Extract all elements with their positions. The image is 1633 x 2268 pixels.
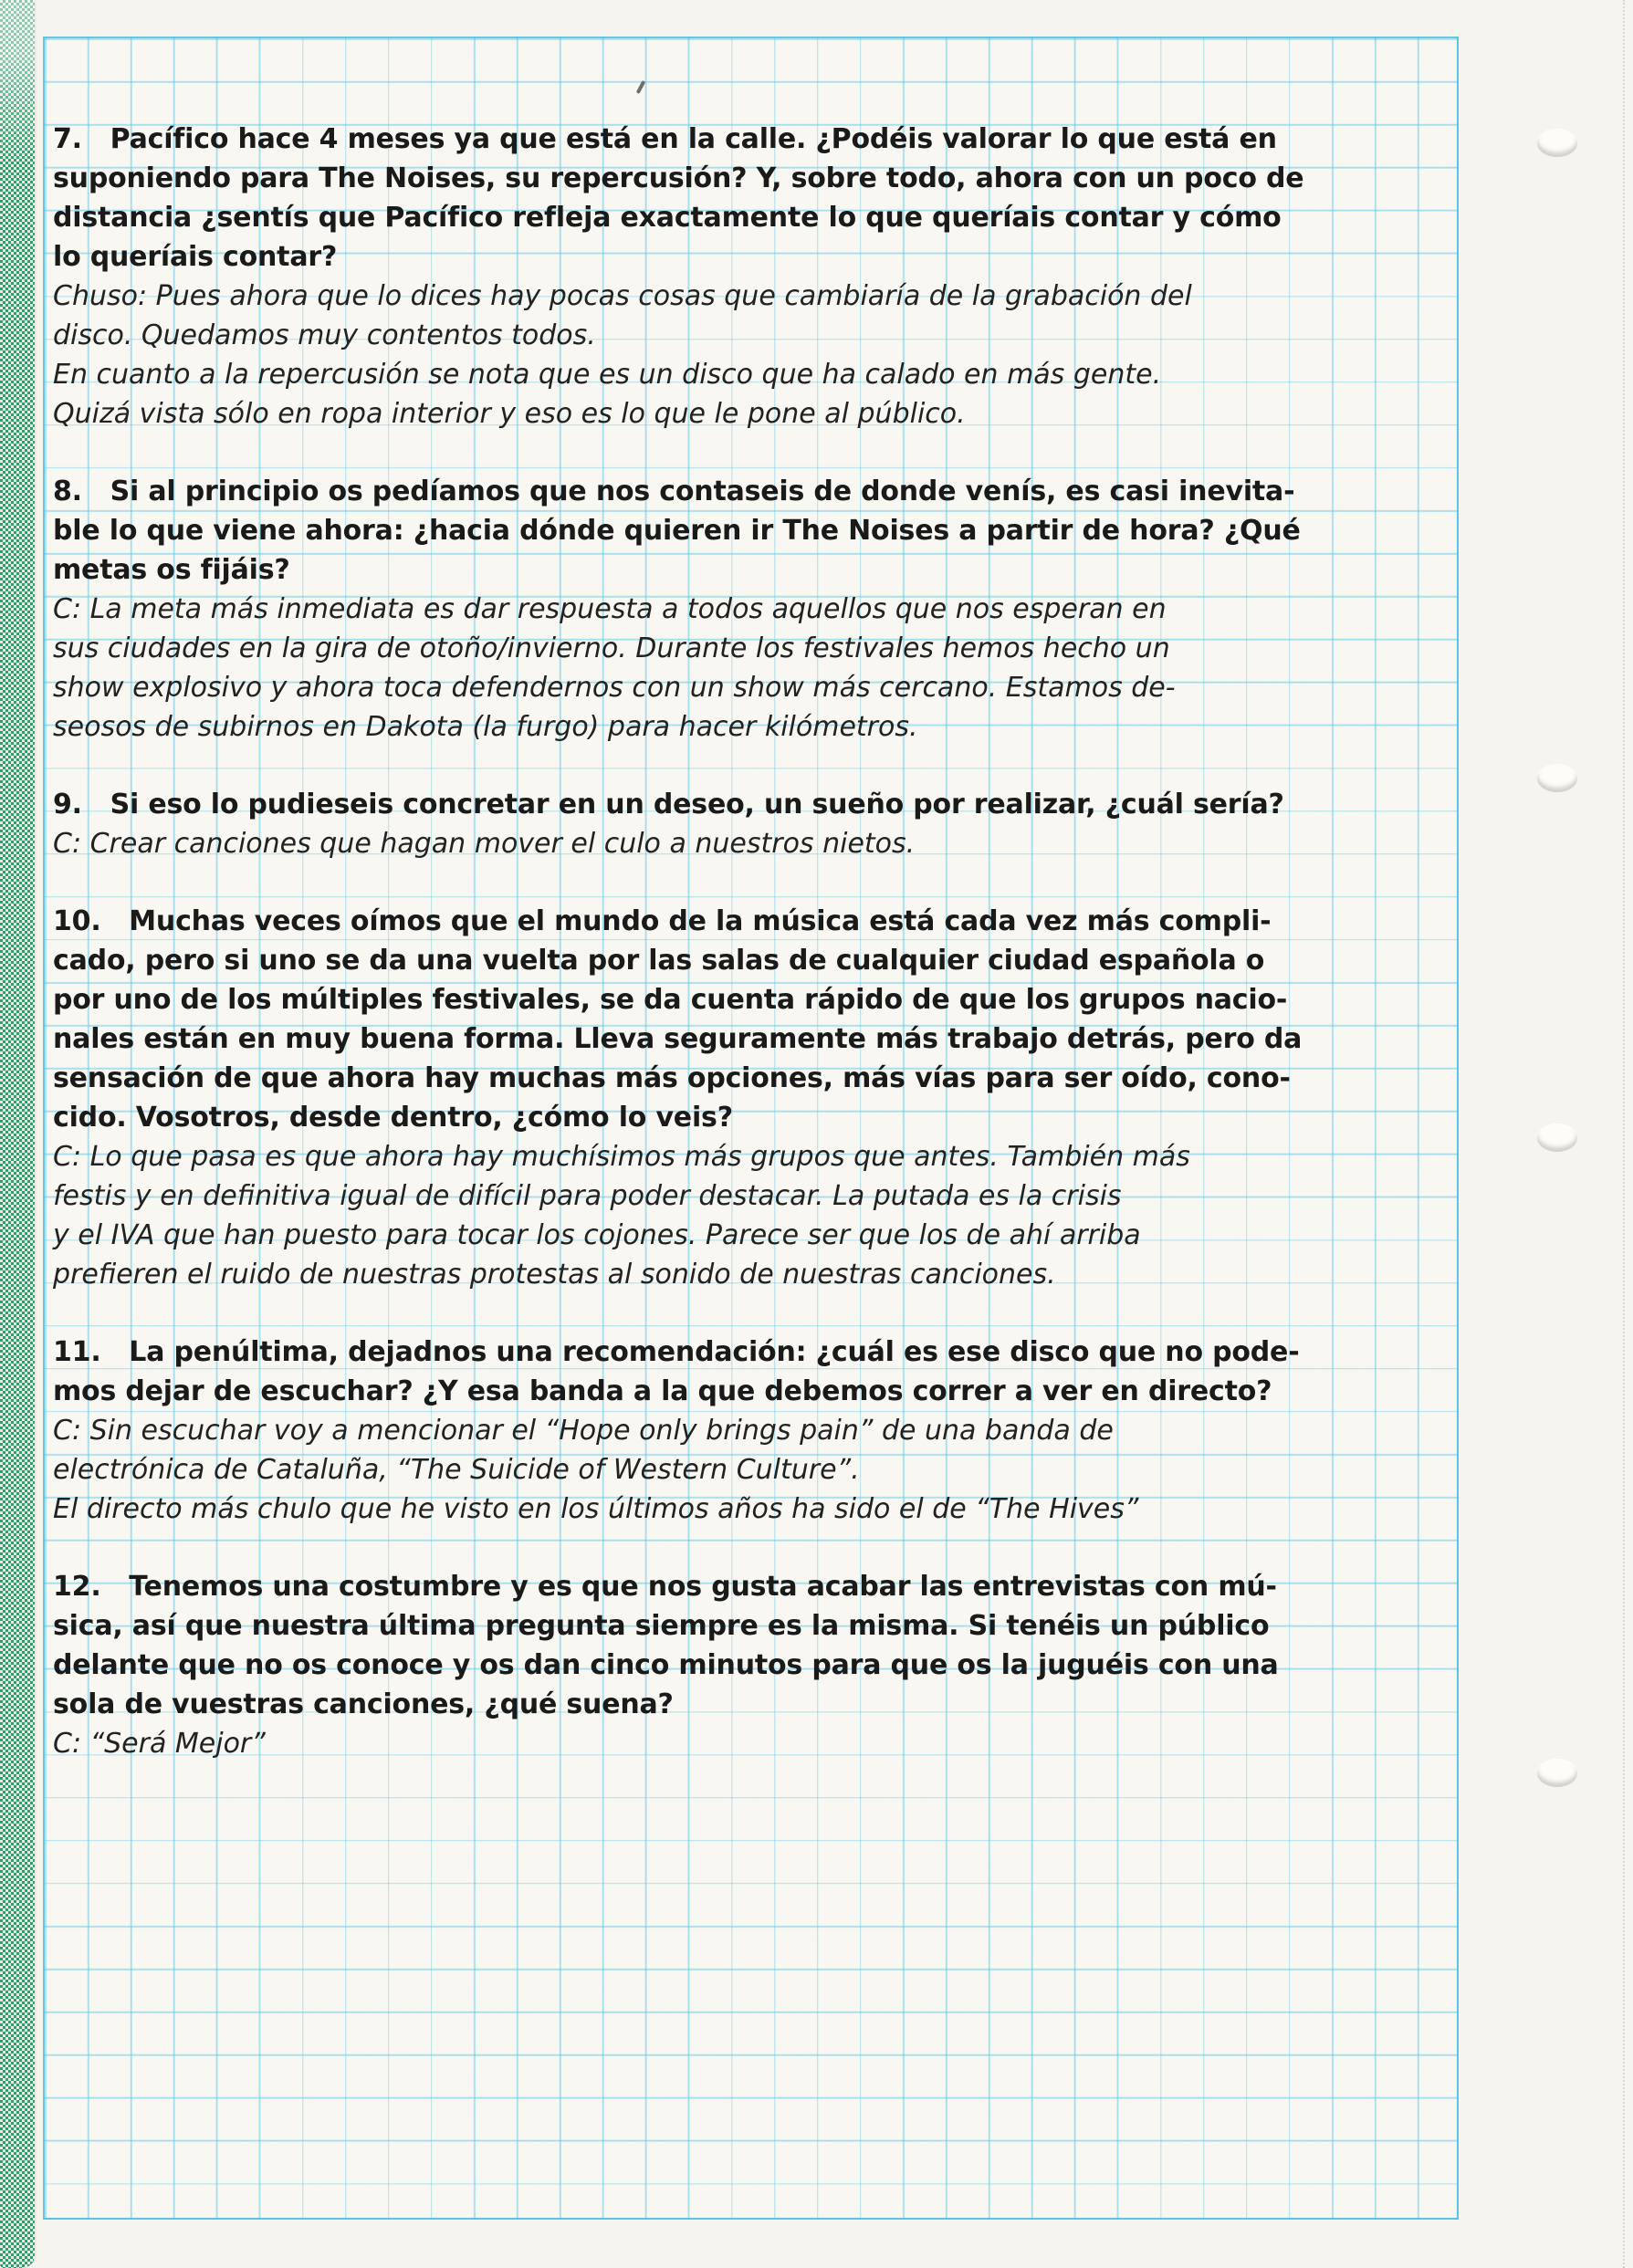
answer-paragraph [53,590,1422,747]
question-paragraph [53,472,1422,590]
punch-hole-mark [1537,765,1577,792]
question-paragraph [53,1333,1422,1411]
question-line: sola de vuestras canciones, ¿qué suena? [53,1688,674,1720]
question-line: distancia ¿sentís que Pacífico refleja exactamente lo que queríais contar y cómo [53,202,1282,234]
question-line: 11. La penúltima, dejadnos una recomendación: ¿cuál es ese disco que no pode- [53,1336,1300,1368]
question-line: suponiendo para The Noises, su repercusión? Y, sobre todo, ahora con un poco de [53,162,1304,194]
question-line: cido. Vosotros, desde dentro, ¿cómo lo veis? [53,1102,733,1134]
answer-line: y el IVA que han puesto para tocar los cojones. Parece ser que los de ahí arriba [53,1219,1141,1251]
qa-group [53,785,1422,863]
question-line: nales están en muy buena forma. Lleva seguramente más trabajo detrás, pero da [53,1023,1303,1055]
qa-group [53,902,1422,1294]
question-line: delante que no os conoce y os dan cinco minutos para que os la juguéis con una [53,1649,1279,1681]
question-line: por uno de los múltiples festivales, se da cuenta rápido de que los grupos nacio- [53,984,1288,1016]
question-line: sensación de que ahora hay muchas más opciones, más vías para ser oído, cono- [53,1062,1291,1094]
qa-group [53,1567,1422,1763]
answer-line: prefieren el ruido de nuestras protestas al sonido de nuestras canciones. [53,1259,1056,1291]
answer-line: festis y en definitiva igual de difícil para poder destacar. La putada es la crisis [53,1180,1122,1212]
question-paragraph [53,120,1422,277]
question-paragraph [53,1567,1422,1724]
answer-paragraph [53,277,1422,434]
answer-line: C: Sin escuchar voy a mencionar el “Hope only brings pain” de una banda de [53,1415,1114,1447]
answer-line: C: “Será Mejor” [53,1728,266,1760]
question-line: metas os fijáis? [53,554,290,586]
qa-group [53,120,1422,434]
question-line: 7. Pacífico hace 4 meses ya que está en la calle. ¿Podéis valorar lo que está en [53,123,1277,155]
question-line: 10. Muchas veces oímos que el mundo de la música está cada vez más compli- [53,905,1272,937]
interview-text [53,120,1422,1802]
question-line: ble lo que viene ahora: ¿hacia dónde quieren ir The Noises a partir de hora? ¿Qué [53,515,1301,547]
punch-hole-mark [1537,1124,1577,1152]
punch-hole-mark [1537,130,1577,157]
question-line: mos dejar de escuchar? ¿Y esa banda a la que debemos correr a ver en directo? [53,1375,1272,1407]
punch-hole-mark [1537,1760,1577,1787]
answer-line: seosos de subirnos en Dakota (la furgo) para hacer kilómetros. [53,711,918,743]
answer-line: C: Lo que pasa es que ahora hay muchísimos más grupos que antes. También más [53,1141,1190,1173]
question-line: 9. Si eso lo pudieseis concretar en un deseo, un sueño por realizar, ¿cuál sería? [53,789,1284,820]
question-line: cado, pero si uno se da una vuelta por las salas de cualquier ciudad española o [53,945,1265,977]
answer-line: disco. Quedamos muy contentos todos. [53,319,596,351]
question-paragraph [53,902,1422,1137]
answer-line: C: Crear canciones que hagan mover el culo a nuestros nietos. [53,828,916,860]
answer-line: En cuanto a la repercusión se nota que es un disco que ha calado en más gente. [53,359,1162,391]
question-line: lo queríais contar? [53,241,338,273]
question-line: 8. Si al principio os pedíamos que nos contaseis de donde venís, es casi inevita- [53,476,1295,507]
answer-line: electrónica de Cataluña, “The Suicide of Western Culture”. [53,1454,860,1486]
answer-line: sus ciudades en la gira de otoño/invierno. Durante los festivales hemos hecho un [53,632,1170,664]
answer-paragraph [53,1724,1422,1763]
binding-tape [0,0,35,2268]
answer-line: Chuso: Pues ahora que lo dices hay pocas cosas que cambiaría de la grabación del [53,280,1192,312]
answer-paragraph [53,1137,1422,1294]
question-paragraph [53,785,1422,824]
answer-line: Quizá vista sólo en ropa interior y eso es lo que le pone al público. [53,398,966,430]
answer-line: C: La meta más inmediata es dar respuesta a todos aquellos que nos esperan en [53,593,1167,625]
perforation-line [1623,0,1625,2268]
answer-line: El directo más chulo que he visto en los últimos años ha sido el de “The Hives” [53,1493,1139,1525]
answer-paragraph [53,1411,1422,1529]
qa-group [53,1333,1422,1529]
question-line: 12. Tenemos una costumbre y es que nos gusta acabar las entrevistas con mú- [53,1571,1277,1603]
qa-group [53,472,1422,747]
answer-line: show explosivo y ahora toca defendernos con un show más cercano. Estamos de- [53,672,1176,704]
question-line: sica, así que nuestra última pregunta siempre es la misma. Si tenéis un público [53,1610,1270,1642]
answer-paragraph [53,824,1422,863]
